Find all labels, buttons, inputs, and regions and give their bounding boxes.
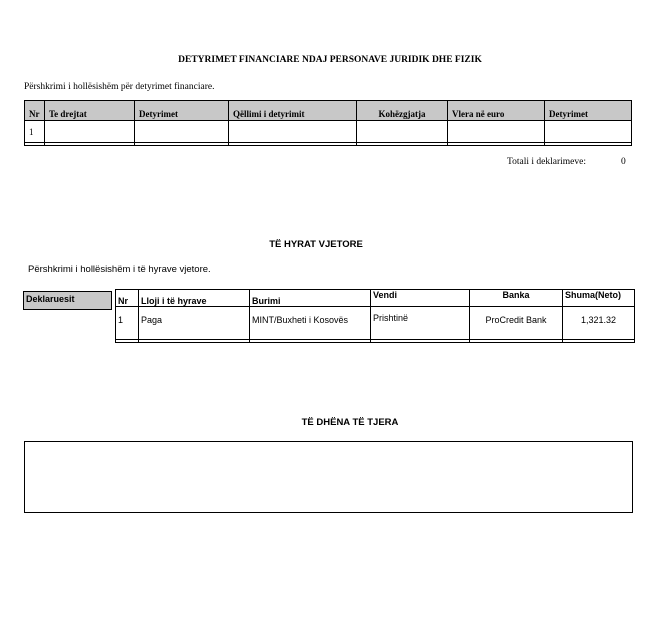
- total-declarations-label: Totali i deklarimeve:: [507, 157, 587, 167]
- cell-nr: 1: [116, 307, 139, 340]
- cell-rights: [45, 121, 135, 143]
- cell-place: Prishtinë: [371, 307, 470, 340]
- annual-income-title: TË HYRAT VJETORE: [269, 239, 363, 250]
- column-header-rights: Te drejtat: [45, 101, 135, 121]
- column-header-nr: Nr: [25, 101, 45, 121]
- column-header-income-type: Lloji i të hyrave: [139, 290, 250, 307]
- cell-income-type: Paga: [139, 307, 250, 340]
- cell-value-euro: [448, 121, 545, 143]
- column-header-source: Burimi: [250, 290, 371, 307]
- financial-obligations-title: DETYRIMET FINANCIARE NDAJ PERSONAVE JURIDIK DHE FIZIK: [178, 55, 482, 65]
- column-header-duration: Kohëzgjatja: [357, 101, 448, 121]
- total-declarations-value: 0: [621, 157, 626, 167]
- cell-amount-net: 1,321.32: [563, 307, 635, 340]
- column-header-value-euro: Vlera në euro: [448, 101, 545, 121]
- cell-duration: [357, 121, 448, 143]
- cell-purpose: [229, 121, 357, 143]
- cell-nr: 1: [25, 121, 45, 143]
- table-header-row: [116, 290, 635, 307]
- annual-income-description: Përshkrimi i hollësishëm i të hyrave vjetore.: [28, 264, 211, 275]
- column-header-obligations: Detyrimet: [135, 101, 229, 121]
- cell-obligations-2: [545, 121, 632, 143]
- table-spacer-row: [25, 143, 632, 146]
- column-header-place: Vendi: [371, 290, 470, 307]
- table-row: [25, 121, 632, 143]
- cell-bank: ProCredit Bank: [470, 307, 563, 340]
- column-header-bank: Banka: [470, 290, 563, 307]
- column-header-purpose: Qëllimi i detyrimit: [229, 101, 357, 121]
- column-header-obligations-2: Detyrimet: [545, 101, 632, 121]
- table-row: [116, 307, 635, 340]
- financial-obligations-description: Përshkrimi i hollësishëm për detyrimet financiare.: [24, 82, 215, 92]
- other-data-title: TË DHËNA TË TJERA: [301, 417, 399, 428]
- cell-source: MINT/Buxheti i Kosovës: [250, 307, 371, 340]
- financial-obligations-table: [24, 100, 632, 146]
- declarant-label: Deklaruesit: [23, 291, 112, 310]
- column-header-nr: Nr: [116, 290, 139, 307]
- annual-income-table: [115, 289, 635, 343]
- other-data-box: [24, 441, 633, 513]
- table-spacer-row: [116, 340, 635, 343]
- table-header-row: [25, 101, 632, 121]
- cell-obligations: [135, 121, 229, 143]
- column-header-amount-net: Shuma(Neto): [563, 290, 635, 307]
